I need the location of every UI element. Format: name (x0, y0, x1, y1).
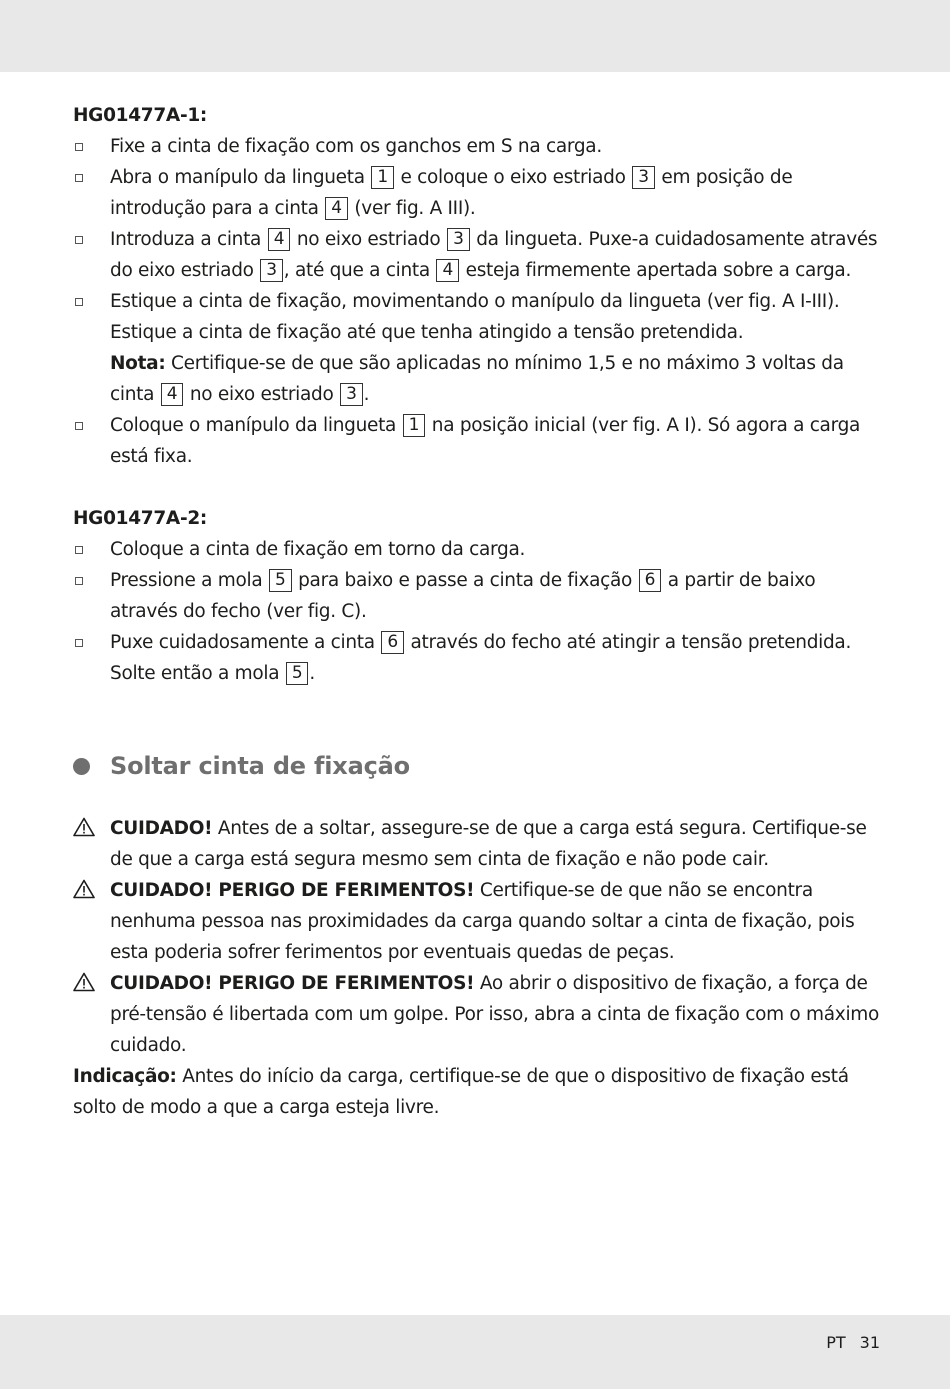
list-item: Pressione a mola 5 para baixo e passe a cinta de fixação 6 a partir de baixo através do fecho (ver fig. C). (73, 565, 885, 627)
part-ref: 1 (371, 166, 394, 189)
header-band (0, 0, 950, 72)
part-ref: 5 (286, 662, 309, 685)
checkbox-bullet-icon (75, 298, 83, 306)
checkbox-bullet-icon (75, 639, 83, 647)
list-item: Coloque o manípulo da lingueta 1 na posição inicial (ver fig. A I). Só agora a carga está fixa. (73, 410, 885, 472)
checkbox-bullet-icon (75, 174, 83, 182)
warning-item: CUIDADO! Antes de a soltar, assegure-se de que a carga está segura. Certifique-se de que a carga está segura mesmo sem cinta de fixação e não pode cair. (73, 813, 885, 875)
part-ref: 4 (268, 228, 291, 251)
part-ref: 5 (269, 569, 292, 592)
warning-item: CUIDADO! PERIGO DE FERIMENTOS! Ao abrir o dispositivo de fixação, a força de pré-tensão é libertada com um golpe. Por isso, abra a cinta de fixação com o máximo cuidado. (73, 968, 885, 1061)
warning-label: CUIDADO! PERIGO DE FERIMENTOS! (110, 880, 475, 901)
warning-label: CUIDADO! PERIGO DE FERIMENTOS! (110, 973, 475, 994)
checkbox-bullet-icon (75, 143, 83, 151)
heading-hg01477a-2: HG01477A-2: (73, 508, 207, 529)
part-ref: 3 (447, 228, 470, 251)
part-ref: 6 (381, 631, 404, 654)
part-ref: 3 (340, 383, 363, 406)
footer-band (0, 1315, 950, 1389)
warning-label: CUIDADO! (110, 818, 213, 839)
list-item: Abra o manípulo da lingueta 1 e coloque o eixo estriado 3 em posição de introdução para a cinta 4 (ver fig. A III). (73, 162, 885, 224)
bullet-dot-icon (73, 758, 90, 775)
part-ref: 6 (639, 569, 662, 592)
list-item: Puxe cuidadosamente a cinta 6 através do fecho até atingir a tensão pretendida. Solte então a mola 5 . (73, 627, 885, 689)
warning-triangle-icon (73, 817, 95, 837)
page-number: 31 (859, 1333, 880, 1352)
part-ref: 4 (325, 197, 348, 220)
page-footer (812, 1333, 880, 1352)
warning-item: CUIDADO! PERIGO DE FERIMENTOS! Certifique-se de que não se encontra nenhuma pessoa nas proximidades da carga quando soltar a cinta de fixação, pois esta poderia sofrer ferimentos por eventuais quedas de peças. (73, 875, 885, 968)
part-ref: 3 (632, 166, 655, 189)
indication-label: Indicação: (73, 1066, 177, 1087)
part-ref: 4 (436, 259, 459, 282)
warning-triangle-icon (73, 972, 95, 992)
list-item: Fixe a cinta de fixação com os ganchos em S na carga. (73, 131, 885, 162)
heading-hg01477a-1: HG01477A-1: (73, 105, 207, 126)
language-code: PT (826, 1333, 846, 1352)
list-item: Estique a cinta de fixação, movimentando o manípulo da lingueta (ver fig. A I-III). Estique a cinta de fixação até que tenha atingido a tensão pretendida. (73, 286, 885, 348)
part-ref: 1 (403, 414, 426, 437)
part-ref: 3 (260, 259, 283, 282)
checkbox-bullet-icon (75, 546, 83, 554)
checkbox-bullet-icon (75, 236, 83, 244)
note-paragraph: Nota: Certifique-se de que são aplicadas no mínimo 1,5 e no máximo 3 voltas da cinta 4 no eixo estriado 3 . (110, 353, 844, 405)
indication-paragraph: Indicação: Antes do início da carga, certifique-se de que o dispositivo de fixação está solto de modo a que a carga esteja livre. (73, 1066, 849, 1118)
checkbox-bullet-icon (75, 577, 83, 585)
checkbox-bullet-icon (75, 422, 83, 430)
warning-triangle-icon (73, 879, 95, 899)
manual-content (73, 100, 885, 1123)
part-ref: 4 (161, 383, 184, 406)
note-label: Nota: (110, 353, 166, 374)
list-item: Coloque a cinta de fixação em torno da carga. (73, 534, 885, 565)
section-heading: Soltar cinta de fixação (73, 751, 885, 782)
list-item: Introduza a cinta 4 no eixo estriado 3 da lingueta. Puxe-a cuidadosamente através do eixo estriado 3 , até que a cinta 4 esteja firmemente apertada sobre a carga. (73, 224, 885, 286)
